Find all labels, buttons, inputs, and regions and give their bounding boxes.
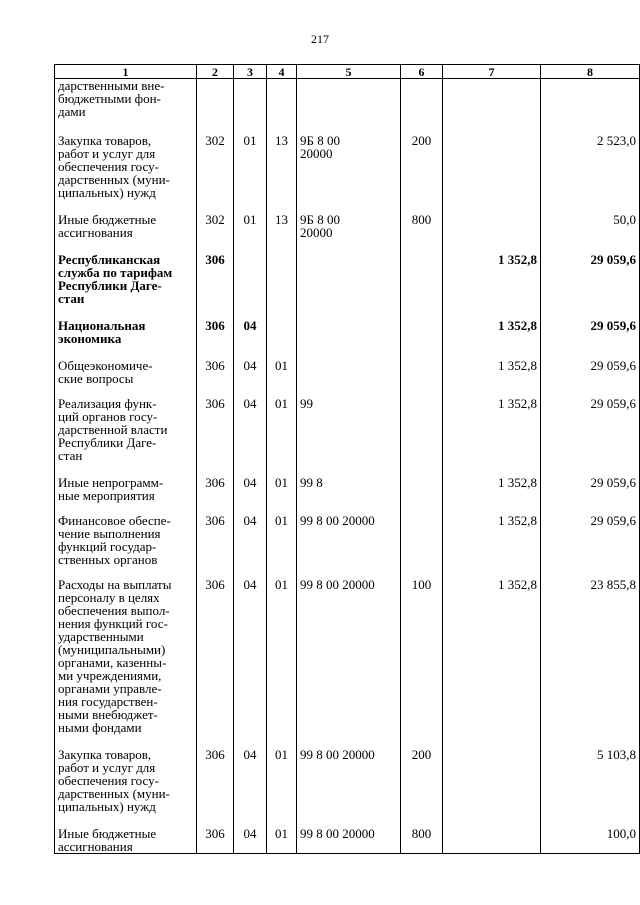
cell-section: 04: [234, 397, 267, 476]
header-row: [55, 65, 640, 79]
cell-subsection: 01: [267, 397, 297, 476]
cell-name: дарственными вне- бюджетными фон- дами: [55, 79, 197, 135]
cell-amount-8: 29 059,6: [541, 514, 640, 578]
cell-name: Финансовое обеспе- чение выполнения функций государ- ственных органов: [55, 514, 197, 578]
cell-target-article: 99 8 00 20000: [297, 514, 401, 578]
cell-amount-8: 29 059,6: [541, 319, 640, 359]
cell-section: 04: [234, 359, 267, 397]
cell-section: 04: [234, 514, 267, 578]
cell-amount-8: 23 855,8: [541, 578, 640, 748]
cell-section: 04: [234, 578, 267, 748]
cell-section: [234, 79, 267, 135]
table-row: [55, 476, 640, 514]
cell-section: 01: [234, 134, 267, 213]
cell-amount-8: 100,0: [541, 827, 640, 854]
table-row: [55, 79, 640, 135]
cell-amount-8: 29 059,6: [541, 397, 640, 476]
cell-admin-code: 302: [197, 213, 234, 253]
header-col-2: 2: [197, 65, 234, 79]
table-row: [55, 514, 640, 578]
table-row: [55, 578, 640, 748]
cell-expense-type: 100: [401, 578, 443, 748]
table-row: [55, 397, 640, 476]
table-row: [55, 319, 640, 359]
cell-subsection: [267, 319, 297, 359]
cell-amount-8: 29 059,6: [541, 359, 640, 397]
cell-name: Иные бюджетные ассигнования: [55, 827, 197, 854]
cell-amount-7: 1 352,8: [443, 253, 541, 319]
cell-amount-7: 1 352,8: [443, 514, 541, 578]
cell-section: 04: [234, 827, 267, 854]
cell-amount-7: [443, 827, 541, 854]
cell-expense-type: 200: [401, 134, 443, 213]
page-number: 217: [311, 32, 329, 46]
cell-subsection: 13: [267, 213, 297, 253]
cell-admin-code: 306: [197, 397, 234, 476]
cell-section: 04: [234, 476, 267, 514]
cell-amount-8: [541, 79, 640, 135]
table-row: [55, 134, 640, 213]
cell-subsection: 13: [267, 134, 297, 213]
cell-amount-7: 1 352,8: [443, 319, 541, 359]
cell-expense-type: 800: [401, 213, 443, 253]
cell-target-article: 9Б 8 00 20000: [297, 134, 401, 213]
cell-target-article: [297, 79, 401, 135]
cell-section: [234, 253, 267, 319]
header-col-6: 6: [401, 65, 443, 79]
cell-name: Расходы на выплаты персоналу в целях обеспечения выпол- нения функций гос- ударственными (муниципальными) органами, казенны- ми учреждениями, органами управле- ния государствен- ными внебюджет- ными фондами: [55, 578, 197, 748]
cell-expense-type: [401, 319, 443, 359]
cell-target-article: 99 8 00 20000: [297, 578, 401, 748]
header-col-1: 1: [55, 65, 197, 79]
cell-subsection: 01: [267, 748, 297, 827]
budget-table: [54, 64, 640, 854]
cell-admin-code: [197, 79, 234, 135]
table-body: [55, 79, 640, 854]
cell-section: 04: [234, 748, 267, 827]
cell-admin-code: 306: [197, 476, 234, 514]
table-row: [55, 748, 640, 827]
cell-amount-7: [443, 79, 541, 135]
cell-amount-8: 29 059,6: [541, 476, 640, 514]
cell-amount-8: 5 103,8: [541, 748, 640, 827]
cell-section: 01: [234, 213, 267, 253]
cell-amount-7: 1 352,8: [443, 359, 541, 397]
cell-admin-code: 306: [197, 827, 234, 854]
cell-name: Закупка товаров, работ и услуг для обеспечения госу- дарственных (муни- ципальных) нужд: [55, 748, 197, 827]
cell-subsection: [267, 253, 297, 319]
cell-target-article: 99 8 00 20000: [297, 748, 401, 827]
cell-subsection: 01: [267, 514, 297, 578]
cell-name: Республиканская служба по тарифам Республики Даге- стан: [55, 253, 197, 319]
header-col-7: 7: [443, 65, 541, 79]
cell-amount-8: 29 059,6: [541, 253, 640, 319]
cell-name: Иные непрограмм- ные мероприятия: [55, 476, 197, 514]
table-row: [55, 213, 640, 253]
cell-amount-8: 2 523,0: [541, 134, 640, 213]
cell-expense-type: [401, 514, 443, 578]
cell-name: Закупка товаров, работ и услуг для обеспечения госу- дарственных (муни- ципальных) нужд: [55, 134, 197, 213]
cell-amount-7: 1 352,8: [443, 476, 541, 514]
cell-amount-7: [443, 134, 541, 213]
cell-expense-type: [401, 359, 443, 397]
cell-admin-code: 306: [197, 359, 234, 397]
header-col-8: 8: [541, 65, 640, 79]
cell-target-article: 99 8: [297, 476, 401, 514]
header-col-3: 3: [234, 65, 267, 79]
cell-name: Иные бюджетные ассигнования: [55, 213, 197, 253]
cell-amount-7: 1 352,8: [443, 578, 541, 748]
cell-admin-code: 306: [197, 748, 234, 827]
table-row: [55, 827, 640, 854]
cell-target-article: [297, 359, 401, 397]
cell-section: 04: [234, 319, 267, 359]
cell-amount-7: 1 352,8: [443, 397, 541, 476]
cell-expense-type: 200: [401, 748, 443, 827]
cell-amount-7: [443, 213, 541, 253]
cell-name: Национальная экономика: [55, 319, 197, 359]
cell-subsection: 01: [267, 578, 297, 748]
header-col-4: 4: [267, 65, 297, 79]
cell-target-article: 99 8 00 20000: [297, 827, 401, 854]
cell-expense-type: [401, 79, 443, 135]
cell-expense-type: 800: [401, 827, 443, 854]
cell-subsection: 01: [267, 476, 297, 514]
table-row: [55, 359, 640, 397]
cell-target-article: 99: [297, 397, 401, 476]
cell-target-article: [297, 319, 401, 359]
cell-target-article: [297, 253, 401, 319]
cell-amount-7: [443, 748, 541, 827]
table-row: [55, 253, 640, 319]
cell-admin-code: 306: [197, 253, 234, 319]
cell-subsection: [267, 79, 297, 135]
cell-expense-type: [401, 253, 443, 319]
cell-subsection: 01: [267, 359, 297, 397]
cell-subsection: 01: [267, 827, 297, 854]
cell-expense-type: [401, 476, 443, 514]
header-col-5: 5: [297, 65, 401, 79]
cell-name: Общеэкономиче- ские вопросы: [55, 359, 197, 397]
cell-admin-code: 302: [197, 134, 234, 213]
cell-admin-code: 306: [197, 514, 234, 578]
cell-admin-code: 306: [197, 578, 234, 748]
cell-expense-type: [401, 397, 443, 476]
cell-amount-8: 50,0: [541, 213, 640, 253]
cell-name: Реализация функ- ций органов госу- дарственной власти Республики Даге- стан: [55, 397, 197, 476]
cell-target-article: 9Б 8 00 20000: [297, 213, 401, 253]
cell-admin-code: 306: [197, 319, 234, 359]
